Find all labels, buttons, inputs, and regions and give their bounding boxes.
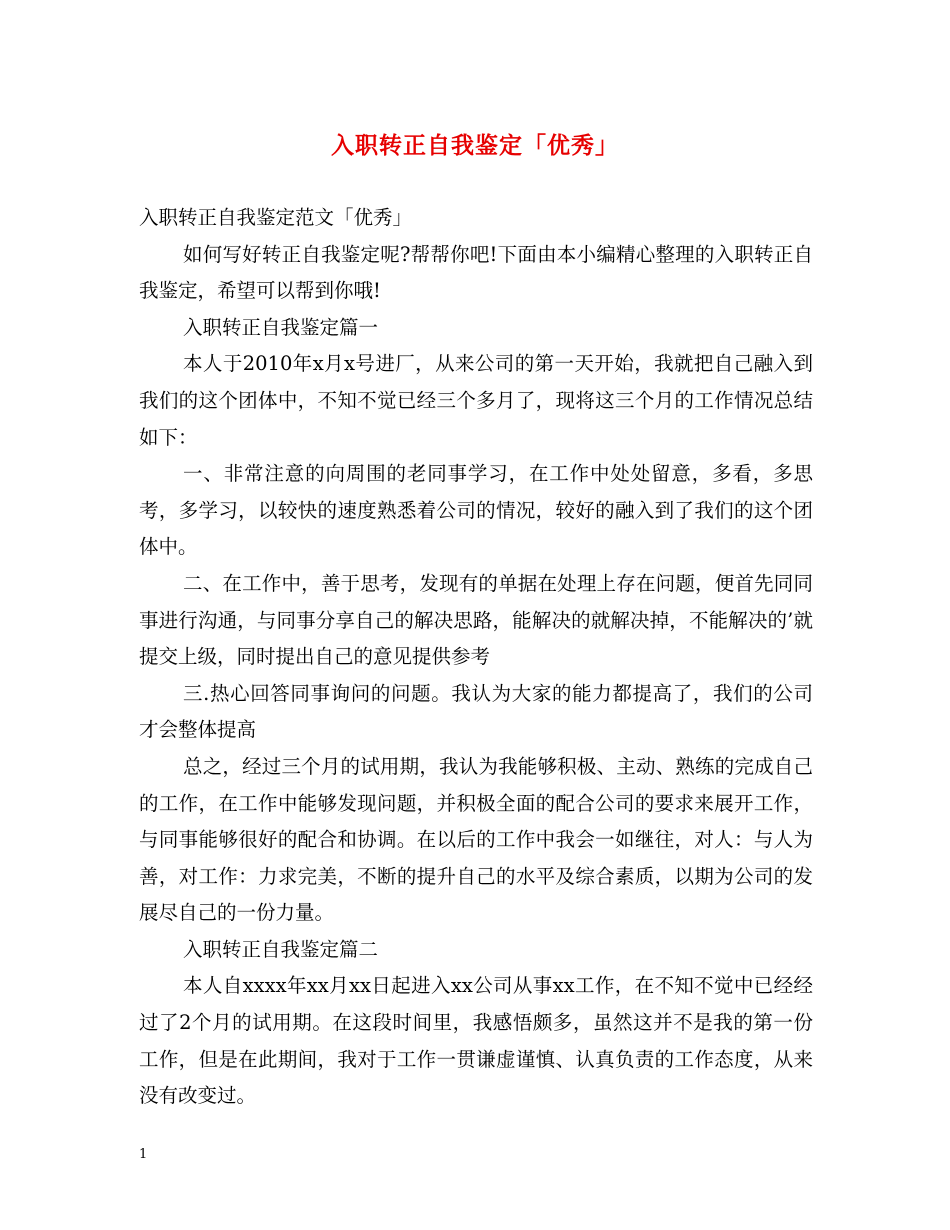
- page-number: 1: [139, 1147, 148, 1162]
- body-paragraph: 一、非常注意的向周围的老同事学习，在工作中处处留意，多看，多思考，多学习，以较快的速度熟悉着公司的情况，较好的融入到了我们的这个团体中。: [139, 462, 813, 559]
- body-paragraph: 本人于2010年x月x号进厂，从来公司的第一天开始，我就把自己融入到我们的这个团体中，不知不觉已经三个多月了，现将这三个月的工作情况总结如下：: [139, 352, 813, 449]
- section-heading-1: 入职转正自我鉴定篇一: [183, 315, 379, 339]
- body-paragraph: 三.热心回答同事询问的问题。我认为大家的能力都提高了，我们的公司才会整体提高: [139, 681, 813, 742]
- body-paragraph: 本人自xxxx年xx月xx日起进入xx公司从事xx工作，在不知不觉中已经经过了2个月的试用期。在这段时间里，我感悟颇多，虽然这并不是我的第一份工作，但是在此期间，我对于工作一贯谦虚谨慎、认真负责的工作态度，从来没有改变过。: [139, 974, 813, 1108]
- intro-paragraph: 如何写好转正自我鉴定呢?帮帮你吧!下面由本小编精心整理的入职转正自我鉴定，希望可以帮到你哦!: [139, 242, 813, 303]
- document-body: [139, 200, 813, 1115]
- body-paragraph: 二、在工作中，善于思考，发现有的单据在处理上存在问题，便首先同同事进行沟通，与同事分享自己的解决思路，能解决的就解决掉，不能解决的’就提交上级，同时提出自己的意见提供参考: [139, 571, 813, 669]
- body-paragraph: 总之，经过三个月的试用期，我认为我能够积极、主动、熟练的完成自己的工作，在工作中能够发现问题，并积极全面的配合公司的要求来展开工作，与同事能够很好的配合和协调。在以后的工作中我会一如继往，对人：与人为善，对工作：力求完美，不断的提升自己的水平及综合素质，以期为公司的发展尽自己的一份力量。: [139, 754, 813, 925]
- section-heading-2: 入职转正自我鉴定篇二: [183, 937, 379, 961]
- document-title: 入职转正自我鉴定「优秀」: [331, 132, 619, 159]
- subtitle-paragraph: 入职转正自我鉴定范文「优秀」: [139, 206, 413, 229]
